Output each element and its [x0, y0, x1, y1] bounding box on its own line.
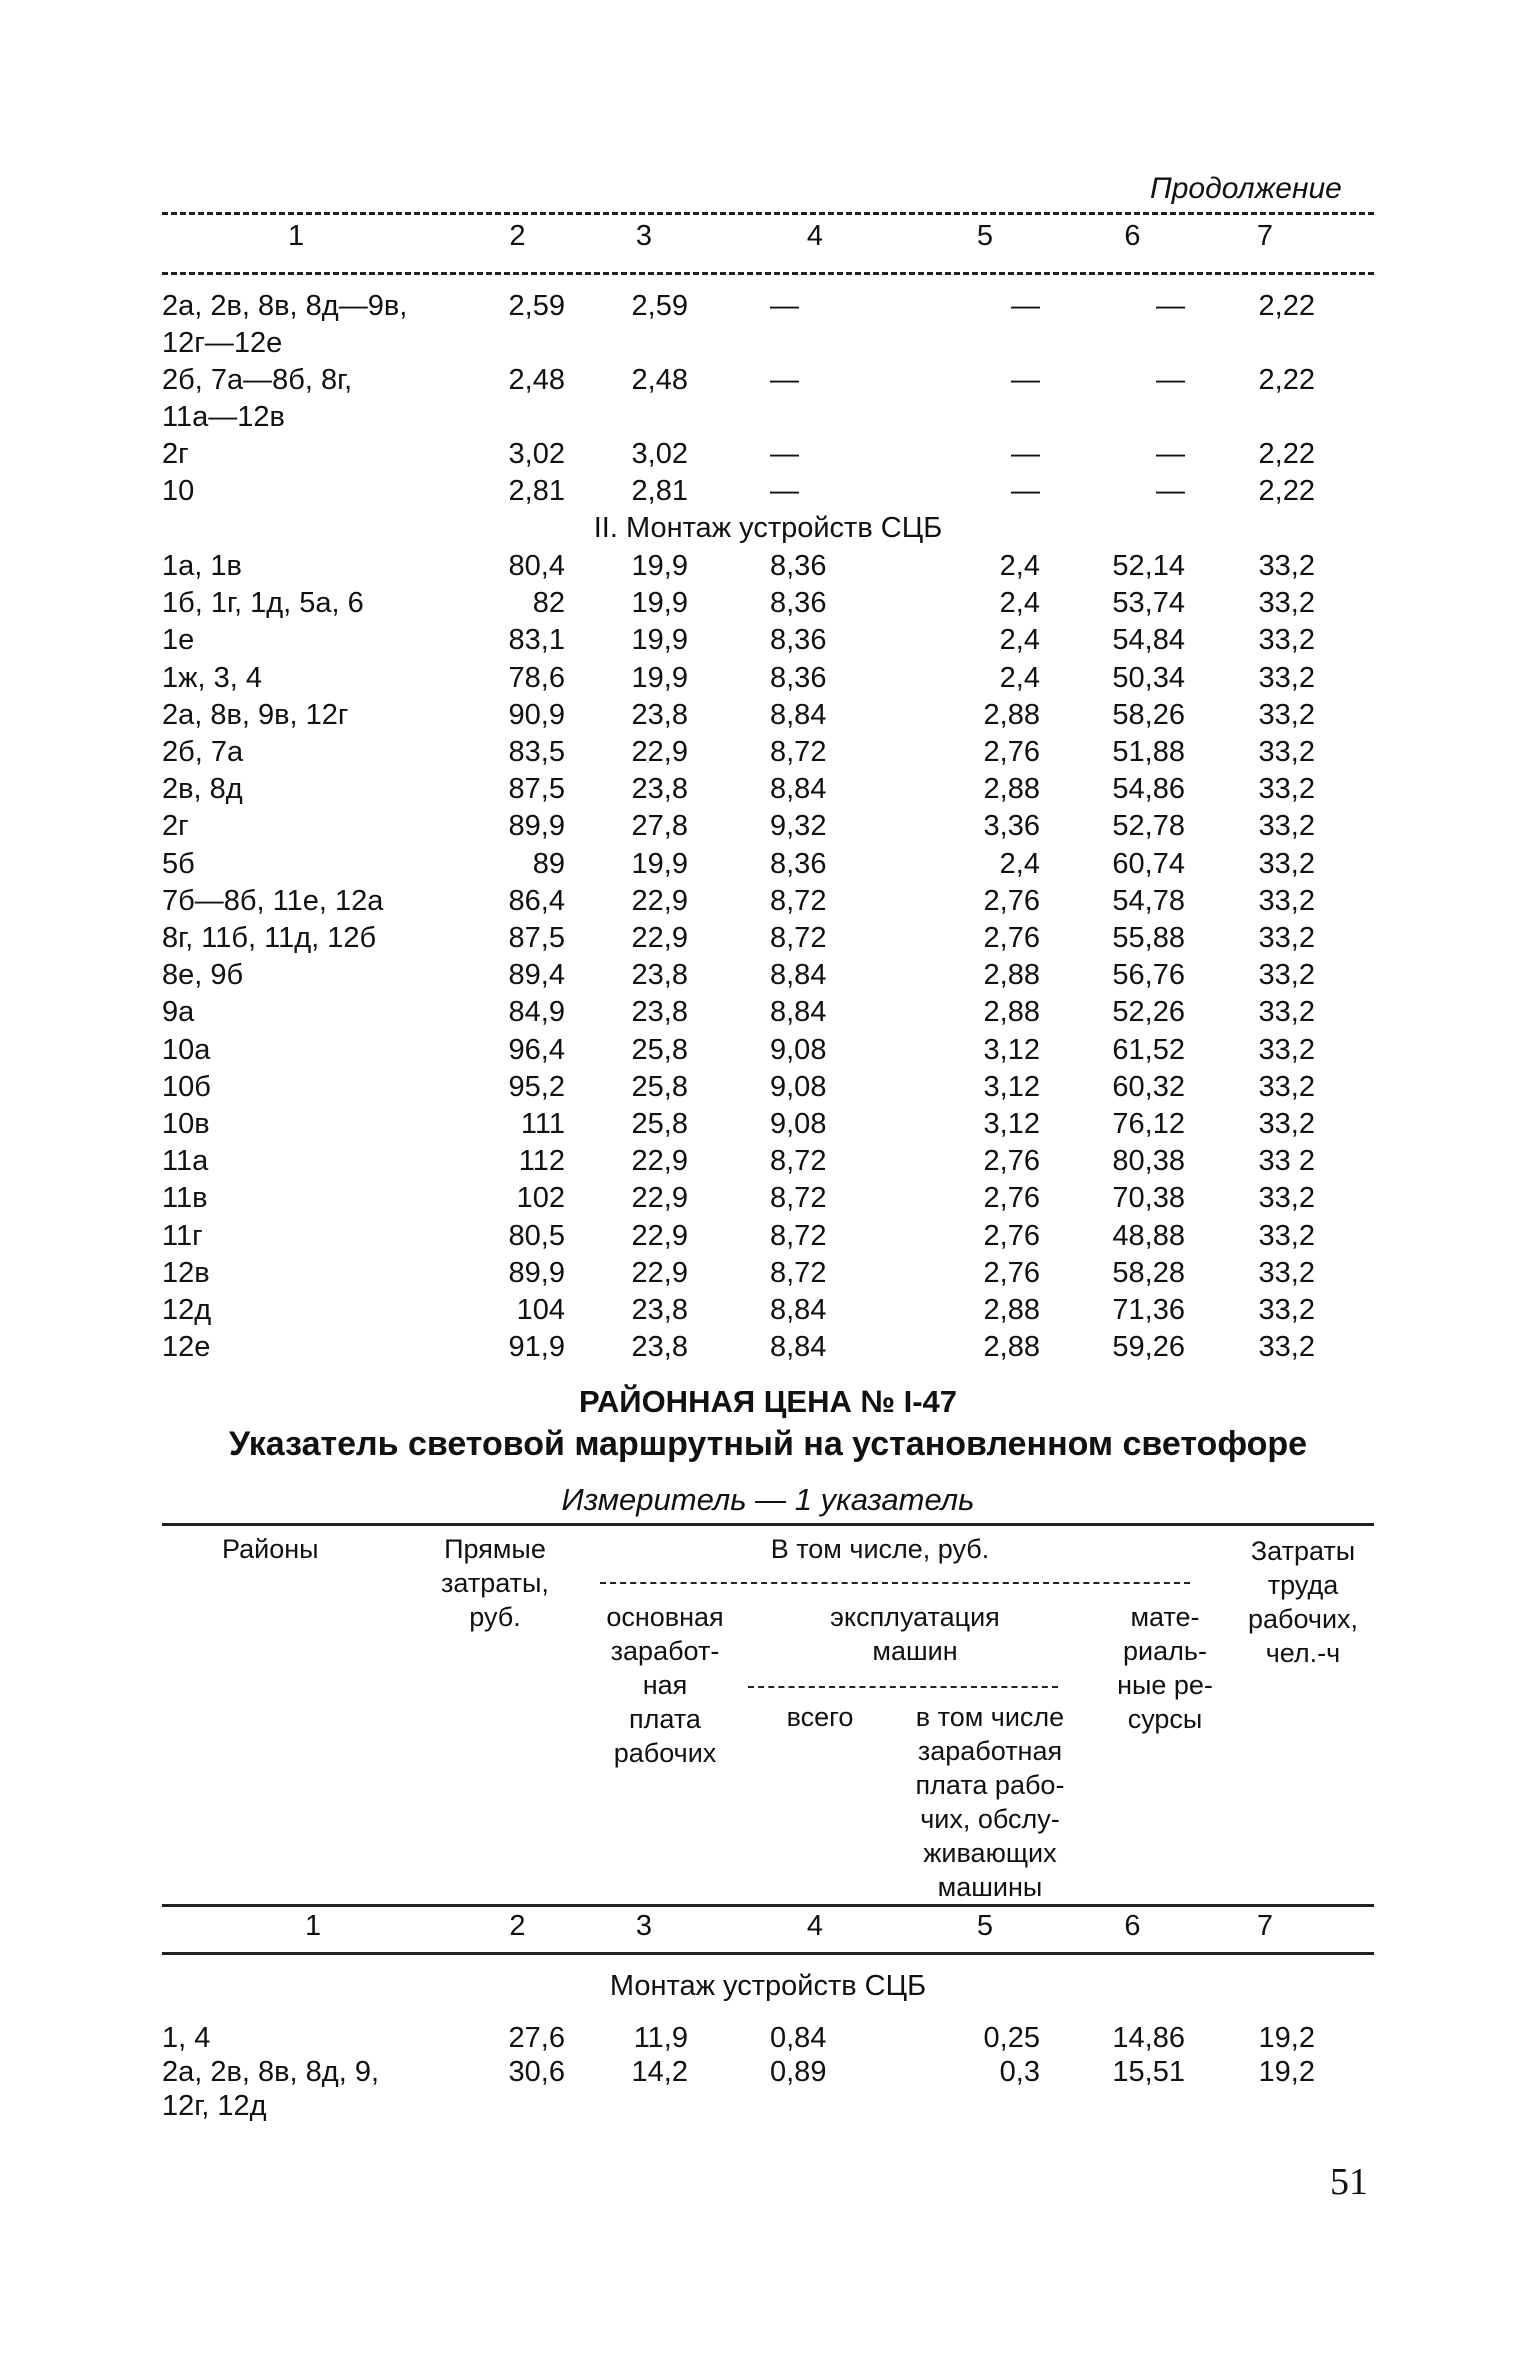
table-cell: 80,4	[508, 550, 565, 582]
table-cell: 54,84	[1112, 624, 1185, 657]
row-label: 2а, 2в, 8в, 8д—9в,	[162, 290, 408, 322]
table-row	[0, 401, 1536, 437]
table-cell: 33,2	[1258, 736, 1315, 768]
table-cell: 8,84	[770, 698, 827, 731]
row-label: 8г, 11б, 11д, 12б	[162, 922, 377, 954]
table-cell: 8,72	[770, 736, 827, 768]
table-cell: 33,2	[1258, 1294, 1315, 1326]
table-cell: 22,9	[631, 884, 688, 917]
table-cell: 2,4	[999, 624, 1040, 657]
table-cell: 0,25	[983, 2022, 1040, 2054]
table-cell: 89,9	[508, 810, 565, 843]
table-cell: 3,36	[983, 810, 1040, 843]
table-cell: 102	[516, 1182, 565, 1215]
table2-top-rule	[162, 1523, 1374, 1526]
table-cell: 52,14	[1112, 550, 1185, 582]
table-cell: 2,88	[983, 1331, 1040, 1364]
table-cell: 33,2	[1258, 1331, 1315, 1364]
top-header-rule	[162, 272, 1374, 275]
table-row	[0, 2090, 1536, 2126]
table-cell: 91,9	[508, 1331, 565, 1364]
col-header-2: 2	[509, 220, 526, 252]
header-regions: Районы	[222, 1534, 319, 1564]
top-rule	[162, 212, 1374, 215]
table-cell: 3,12	[983, 1108, 1040, 1140]
row-label: 10а	[162, 1033, 211, 1066]
table-row	[0, 773, 1536, 809]
table-cell: 8,72	[770, 884, 827, 917]
continuation-label: Продолжение	[1150, 172, 1342, 205]
table-cell: 2,76	[983, 922, 1040, 954]
table-cell: 2,4	[999, 661, 1040, 694]
table-cell: 80,5	[508, 1219, 565, 1252]
col-header-1: 1	[288, 220, 305, 252]
table-cell: 33,2	[1258, 698, 1315, 731]
table-cell: 53,74	[1112, 587, 1185, 620]
row-label: 10в	[162, 1108, 210, 1140]
row-label: 5б	[162, 847, 195, 880]
table-row	[0, 2056, 1536, 2092]
table-cell: 87,5	[508, 773, 565, 806]
table-cell: 33,2	[1258, 810, 1315, 843]
row-label: 12д	[162, 1294, 212, 1326]
table-cell: 70,38	[1112, 1182, 1185, 1215]
table-cell: 23,8	[631, 1294, 688, 1326]
header-materials: мате- риаль- ные ре- сурсы	[1117, 1602, 1213, 1734]
table-cell: —	[1156, 290, 1185, 322]
table-cell: 23,8	[631, 959, 688, 992]
table-cell: —	[1011, 364, 1040, 396]
table-cell: 60,32	[1112, 1070, 1185, 1103]
table-cell: 2,76	[983, 1256, 1040, 1289]
table-cell: 3,12	[983, 1070, 1040, 1103]
table-cell: 22,9	[631, 1256, 688, 1289]
table-row	[0, 1294, 1536, 1330]
row-label: 12г—12е	[162, 327, 283, 359]
table-cell: 23,8	[631, 698, 688, 731]
header-labor-cost: Затраты труда рабочих, чел.-ч	[1247, 1536, 1359, 1668]
table-row	[0, 1331, 1536, 1367]
header-including: В том числе, руб.	[770, 1534, 990, 1564]
table-cell: 89	[532, 847, 565, 880]
table-cell: 2,48	[631, 364, 688, 396]
table-cell: 2,4	[999, 847, 1040, 880]
table-cell: 60,74	[1112, 847, 1185, 880]
row-label: 2б, 7а	[162, 736, 244, 768]
table-cell: 19,9	[631, 661, 688, 694]
bottom-header-row	[0, 1910, 1536, 1946]
table-cell: 3,12	[983, 1033, 1040, 1066]
row-label: 11в	[162, 1182, 208, 1215]
table-cell: 8,84	[770, 1294, 827, 1326]
table-row	[0, 1257, 1536, 1293]
table-cell: 58,26	[1112, 698, 1185, 731]
table-cell: 22,9	[631, 736, 688, 768]
bottom-section-title: Монтаж устройств СЦБ	[609, 1970, 927, 2002]
table-cell: 2,88	[983, 959, 1040, 992]
row-label: 1а, 1в	[162, 550, 242, 582]
row-label: 11а—12в	[162, 401, 285, 433]
row-label: 9а	[162, 996, 195, 1029]
row-label: 2б, 7а—8б, 8г,	[162, 364, 353, 396]
row-label: 1б, 1г, 1д, 5а, 6	[162, 587, 364, 620]
table2-header-rule	[162, 1904, 1374, 1907]
table-cell: 2,76	[983, 1145, 1040, 1178]
row-label: 10	[162, 475, 195, 507]
row-label: 8е, 9б	[162, 959, 244, 992]
table-cell: 50,34	[1112, 661, 1185, 694]
table-row	[0, 1220, 1536, 1256]
col-header-5: 5	[976, 220, 994, 252]
table-cell: 51,88	[1112, 736, 1185, 768]
page-number: 51	[1330, 2161, 1368, 2203]
row-label: 11а	[162, 1145, 209, 1178]
table-cell: 90,9	[508, 698, 565, 731]
table-cell: 2,4	[999, 550, 1040, 582]
col-header-4: 4	[806, 1910, 824, 1942]
table-cell: 52,26	[1112, 996, 1185, 1029]
table-cell: 2,76	[983, 1219, 1040, 1252]
row-label: 12е	[162, 1331, 211, 1364]
table-cell: 11,9	[633, 2022, 688, 2054]
table-cell: 59,26	[1112, 1331, 1185, 1364]
table-cell: 2,48	[508, 364, 565, 396]
col-header-6: 6	[1124, 220, 1141, 252]
table-cell: 2,59	[508, 290, 565, 322]
table-cell: 56,76	[1112, 959, 1185, 992]
price-subtitle: Указатель световой маршрутный на установленном светофоре	[228, 1425, 1308, 1463]
table-cell: 25,8	[631, 1070, 688, 1103]
table-cell: 19,9	[631, 550, 688, 582]
table-cell: 54,78	[1112, 884, 1185, 917]
table-cell: 96,4	[508, 1033, 565, 1066]
table-cell: 61,52	[1112, 1033, 1185, 1066]
table-cell: 71,36	[1112, 1294, 1185, 1326]
table-cell: 23,8	[631, 773, 688, 806]
row-label: 1ж, 3, 4	[162, 661, 263, 694]
table-cell: 2,81	[508, 475, 565, 507]
table-row	[0, 1108, 1536, 1144]
table-row	[0, 810, 1536, 846]
row-label: 11г	[162, 1219, 203, 1252]
table-cell: 15,51	[1112, 2056, 1185, 2088]
table-cell: —	[1156, 364, 1185, 396]
col-header-7: 7	[1256, 1910, 1274, 1942]
table-cell: 14,86	[1112, 2022, 1185, 2054]
table-cell: 25,8	[631, 1108, 688, 1140]
header-total: всего	[786, 1702, 854, 1732]
col-header-3: 3	[635, 1910, 653, 1942]
table-cell: 0,89	[770, 2056, 827, 2088]
table-cell: 33,2	[1258, 587, 1315, 620]
table-cell: 33,2	[1258, 624, 1315, 657]
header-machines: эксплуатация машин	[830, 1602, 1000, 1666]
table-row	[0, 290, 1536, 326]
col-header-6: 6	[1124, 1910, 1141, 1942]
table-cell: 23,8	[631, 996, 688, 1029]
table-cell: 25,8	[631, 1033, 688, 1066]
table-row	[0, 1182, 1536, 1218]
table-cell: 86,4	[508, 884, 565, 917]
table-cell: 8,84	[770, 959, 827, 992]
table-cell: 48,88	[1112, 1219, 1185, 1252]
row-label: 7б—8б, 11е, 12а	[162, 884, 384, 917]
table-cell: 33,2	[1258, 773, 1315, 806]
header-direct-costs: Прямые затраты, руб.	[441, 1534, 549, 1632]
table-cell: 78,6	[508, 661, 565, 694]
table-cell: —	[770, 438, 799, 470]
table-cell: 33,2	[1258, 922, 1315, 954]
table-row	[0, 327, 1536, 363]
col-header-5: 5	[976, 1910, 994, 1942]
table-cell: 22,9	[631, 1182, 688, 1215]
row-label: 2а, 8в, 9в, 12г	[162, 698, 349, 731]
row-label: 12г, 12д	[162, 2090, 267, 2122]
table-cell: 30,6	[508, 2056, 565, 2088]
table-cell: 2,76	[983, 736, 1040, 768]
table-cell: 54,86	[1112, 773, 1185, 806]
table-cell: 9,08	[770, 1070, 827, 1103]
table-cell: 33,2	[1258, 847, 1315, 880]
table-cell: 8,84	[770, 996, 827, 1029]
table-row	[0, 848, 1536, 884]
header-incl-wage: в том числе заработная плата рабо- чих, обслу- живающих машины	[915, 1702, 1065, 1902]
table-row	[0, 885, 1536, 921]
table-cell: —	[770, 475, 799, 507]
header-machines-rule	[748, 1686, 1058, 1688]
table-cell: 8,36	[770, 624, 827, 657]
table-cell: 3,02	[508, 438, 565, 470]
table-cell: 8,72	[770, 1256, 827, 1289]
table-cell: 19,2	[1258, 2056, 1315, 2088]
table-cell: 2,76	[983, 1182, 1040, 1215]
table-cell: 2,4	[999, 587, 1040, 620]
table-row	[0, 662, 1536, 698]
table-row	[0, 624, 1536, 660]
table-cell: —	[770, 364, 799, 396]
table-cell: 82	[532, 587, 565, 620]
table-cell: 22,9	[631, 922, 688, 954]
table-cell: 8,72	[770, 1145, 827, 1178]
table-cell: 2,22	[1258, 475, 1315, 507]
table-cell: 33 2	[1258, 1145, 1315, 1178]
table-row	[0, 475, 1536, 511]
table-row	[0, 996, 1536, 1032]
table-cell: 9,32	[770, 810, 827, 843]
table-cell: 8,36	[770, 661, 827, 694]
table-cell: 33,2	[1258, 550, 1315, 582]
table-cell: 33,2	[1258, 996, 1315, 1029]
table-row	[0, 1071, 1536, 1107]
table-cell: —	[770, 290, 799, 322]
table-cell: 33,2	[1258, 661, 1315, 694]
table-cell: 33,2	[1258, 1070, 1315, 1103]
row-label: 1, 4	[162, 2022, 211, 2054]
table-cell: —	[1011, 290, 1040, 322]
table-cell: 111	[520, 1108, 565, 1140]
table-cell: 8,84	[770, 773, 827, 806]
table-row	[0, 959, 1536, 995]
table-row	[0, 736, 1536, 772]
table-cell: —	[1156, 475, 1185, 507]
table-cell: —	[1011, 475, 1040, 507]
table-cell: 33,2	[1258, 884, 1315, 917]
table-cell: 33,2	[1258, 1256, 1315, 1289]
row-label: 2а, 2в, 8в, 8д, 9,	[162, 2056, 380, 2088]
col-header-1: 1	[305, 1910, 322, 1942]
table-cell: 3,02	[631, 438, 688, 470]
table-row	[0, 922, 1536, 958]
table-cell: —	[1011, 438, 1040, 470]
table-cell: 9,08	[770, 1033, 827, 1066]
table-cell: —	[1156, 438, 1185, 470]
table-cell: 0,3	[999, 2056, 1040, 2088]
col-header-3: 3	[635, 220, 653, 252]
table-cell: 2,88	[983, 773, 1040, 806]
table-row	[0, 364, 1536, 400]
row-label: 2г	[162, 438, 189, 470]
table-cell: 76,12	[1112, 1108, 1185, 1140]
table-cell: 112	[518, 1145, 565, 1178]
col-header-7: 7	[1256, 220, 1274, 252]
header-base-wage: основная заработ- ная плата рабочих	[606, 1602, 724, 1768]
section-title: II. Монтаж устройств СЦБ	[593, 512, 943, 544]
table-cell: 33,2	[1258, 1033, 1315, 1066]
table-cell: 8,72	[770, 922, 827, 954]
table-cell: 33,2	[1258, 1182, 1315, 1215]
table-cell: 19,9	[631, 624, 688, 657]
row-label: 2г	[162, 810, 189, 843]
table-cell: 2,22	[1258, 438, 1315, 470]
table-cell: 8,36	[770, 587, 827, 620]
table-cell: 2,22	[1258, 364, 1315, 396]
table-cell: 2,88	[983, 698, 1040, 731]
header-sub-rule	[600, 1582, 1190, 1584]
table-cell: 8,72	[770, 1219, 827, 1252]
table-cell: 84,9	[508, 996, 565, 1029]
table-cell: 8,36	[770, 550, 827, 582]
table-row	[0, 699, 1536, 735]
table-row	[0, 1034, 1536, 1070]
table-cell: 87,5	[508, 922, 565, 954]
table-cell: 2,76	[983, 884, 1040, 917]
table-cell: 8,84	[770, 1331, 827, 1364]
table-row	[0, 587, 1536, 623]
table-cell: 83,1	[508, 624, 565, 657]
table-cell: 27,6	[508, 2022, 565, 2054]
table-cell: 14,2	[631, 2056, 688, 2088]
table-cell: 19,9	[631, 847, 688, 880]
table-cell: 19,2	[1258, 2022, 1315, 2054]
table-cell: 83,5	[508, 736, 565, 768]
col-header-4: 4	[806, 220, 824, 252]
measure-line: Измеритель — 1 указатель	[561, 1482, 975, 1517]
table-cell: 8,72	[770, 1182, 827, 1215]
table-cell: 55,88	[1112, 922, 1185, 954]
table-cell: 2,88	[983, 996, 1040, 1029]
table-cell: 33,2	[1258, 1219, 1315, 1252]
table-cell: 8,36	[770, 847, 827, 880]
table-cell: 2,22	[1258, 290, 1315, 322]
table-row	[0, 550, 1536, 586]
table-cell: 19,9	[631, 587, 688, 620]
row-label: 1е	[162, 624, 195, 657]
table-cell: 89,9	[508, 1256, 565, 1289]
table-cell: 33,2	[1258, 959, 1315, 992]
table-cell: 80,38	[1112, 1145, 1185, 1178]
table-row	[0, 1145, 1536, 1181]
table-cell: 89,4	[508, 959, 565, 992]
table-cell: 2,88	[983, 1294, 1040, 1326]
table-cell: 9,08	[770, 1108, 827, 1140]
table-row	[0, 438, 1536, 474]
table-cell: 23,8	[631, 1331, 688, 1364]
table-cell: 22,9	[631, 1219, 688, 1252]
table-cell: 104	[516, 1294, 565, 1326]
row-label: 12в	[162, 1256, 210, 1289]
table-cell: 2,81	[631, 475, 688, 507]
row-label: 10б	[162, 1070, 211, 1103]
table-cell: 0,84	[770, 2022, 827, 2054]
table-cell: 52,78	[1112, 810, 1185, 843]
row-label: 2в, 8д	[162, 773, 243, 806]
table-cell: 95,2	[508, 1070, 565, 1103]
table-cell: 2,59	[631, 290, 688, 322]
price-title: РАЙОННАЯ ЦЕНА № I-47	[578, 1384, 958, 1419]
table-cell: 22,9	[631, 1145, 688, 1178]
top-header-row	[0, 220, 1536, 256]
col-header-2: 2	[509, 1910, 526, 1942]
table-row	[0, 2022, 1536, 2058]
table-cell: 33,2	[1258, 1108, 1315, 1140]
table2-numbers-rule	[162, 1952, 1374, 1955]
table-cell: 58,28	[1112, 1256, 1185, 1289]
table-cell: 27,8	[631, 810, 688, 843]
